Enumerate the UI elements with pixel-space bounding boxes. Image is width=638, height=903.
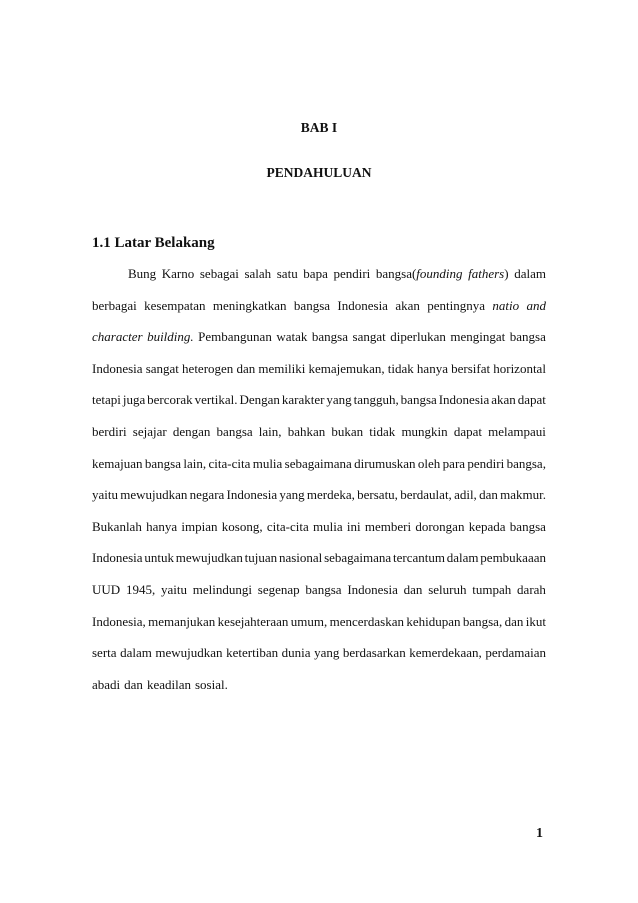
word-part: tidak — [369, 424, 396, 439]
word-part: sangat — [352, 329, 386, 345]
word — [198, 329, 272, 345]
word-part: dengan — [172, 424, 211, 439]
word — [492, 298, 519, 314]
word — [395, 298, 420, 314]
chapter-number: BAB I — [300, 120, 338, 135]
word-part: bangsa, — [462, 613, 503, 629]
word — [428, 582, 466, 598]
word — [439, 392, 490, 408]
paragraph-line — [92, 645, 546, 661]
word — [92, 677, 120, 693]
word-part: pendiri — [333, 266, 371, 281]
word-part: bercorak — [147, 392, 193, 408]
word-part: bangsa( — [375, 266, 417, 281]
word-part: Indonesia — [438, 392, 490, 408]
word-part: mewujudkan — [155, 645, 223, 661]
word-part: sebagai — [199, 266, 239, 281]
word — [347, 582, 398, 598]
word-part: kosong, — [221, 518, 263, 534]
word-part: yang — [326, 392, 352, 408]
word-part: mencerdaskan — [329, 613, 404, 629]
italic-word: building. — [147, 329, 194, 345]
word — [190, 487, 225, 503]
word — [244, 266, 271, 282]
word — [514, 266, 546, 282]
word — [347, 519, 361, 535]
word — [195, 677, 228, 693]
word-part: berbagai — [92, 297, 137, 313]
word — [145, 456, 181, 472]
word-part: bangsa — [305, 582, 342, 597]
paragraph-line — [128, 266, 546, 282]
word — [182, 361, 233, 377]
paragraph-line — [92, 487, 546, 503]
chapter-title: PENDAHULUAN — [266, 165, 372, 180]
paragraph-line — [92, 456, 546, 472]
word-part: untuk — [144, 550, 174, 566]
word — [388, 361, 414, 377]
word-part: mulia — [252, 455, 283, 471]
word-part: bahkan — [287, 424, 326, 439]
word-part: dapat — [517, 392, 546, 408]
word — [510, 329, 546, 345]
word — [393, 550, 445, 566]
word-part: keadilan — [146, 676, 191, 692]
word-part: yaitu — [92, 487, 118, 503]
word — [155, 645, 222, 661]
word — [485, 645, 546, 661]
word — [146, 519, 177, 535]
word — [162, 266, 195, 282]
word — [226, 645, 278, 661]
word-part: kemerdekaan, — [409, 645, 482, 661]
word-part: bangsa, — [506, 455, 546, 471]
word — [208, 456, 250, 472]
word-part: pentingnya — [427, 297, 486, 313]
word-part: kesempatan — [144, 297, 206, 313]
word — [239, 392, 279, 408]
word-part: bangsa — [509, 518, 546, 534]
page-number: 1 — [536, 826, 543, 841]
word — [312, 329, 348, 345]
word-part: Bukanlah — [92, 518, 142, 534]
italic-word: natio — [492, 297, 520, 313]
word — [357, 487, 398, 503]
word — [144, 298, 205, 314]
word-part: melindungi — [192, 582, 252, 597]
word-part: dunia — [281, 645, 311, 661]
word — [213, 298, 287, 314]
word-part: tercantum — [392, 550, 445, 566]
word — [376, 266, 463, 282]
word — [276, 329, 307, 345]
word-part: makmur. — [500, 487, 546, 503]
word — [343, 645, 406, 661]
word-part: tidak — [387, 360, 414, 376]
word — [253, 456, 283, 472]
word — [493, 361, 546, 377]
word-part: lain, — [183, 455, 207, 471]
word — [353, 329, 386, 345]
word — [333, 266, 370, 282]
word-part: horizontal — [493, 360, 546, 376]
word — [267, 519, 309, 535]
word — [480, 550, 546, 566]
word-part: watak — [276, 329, 308, 345]
word — [294, 298, 330, 314]
word — [404, 582, 423, 598]
word — [331, 424, 363, 440]
word — [468, 266, 508, 282]
word-part: vertikal. — [194, 392, 238, 408]
word-part: sangat — [145, 360, 179, 376]
word — [417, 361, 448, 377]
word — [217, 424, 253, 440]
word-part: hanya — [416, 360, 448, 376]
word-part: impian — [181, 518, 218, 534]
paragraph-line — [92, 550, 546, 566]
word-part: berdaulat, — [400, 487, 452, 503]
word-part: yang — [279, 487, 305, 503]
word — [258, 361, 305, 377]
word — [92, 392, 121, 408]
word — [314, 645, 339, 661]
word-part: bangsa — [400, 392, 437, 408]
word — [443, 456, 465, 472]
word — [282, 645, 311, 661]
word-part: 1945, — [125, 582, 156, 597]
word — [133, 424, 167, 440]
word — [308, 361, 384, 377]
word-part: mewujudkan — [175, 550, 243, 566]
paragraph-line — [92, 361, 546, 377]
word-part: sosial. — [194, 676, 228, 692]
word-part: perdamaian — [485, 645, 546, 661]
word — [510, 519, 546, 535]
word — [144, 550, 174, 566]
word-part: Indonesia — [92, 550, 143, 566]
word-part: pendiri — [467, 455, 505, 471]
word — [463, 614, 502, 630]
word-part: lain, — [258, 424, 282, 439]
word-part: serta — [92, 645, 117, 661]
word — [447, 550, 479, 566]
word-part: negara — [189, 487, 225, 503]
word-part: berdasarkan — [342, 645, 406, 661]
word — [183, 456, 206, 472]
word — [279, 550, 322, 566]
word — [120, 645, 152, 661]
word — [365, 519, 411, 535]
word — [120, 487, 187, 503]
word — [409, 645, 482, 661]
word — [454, 424, 482, 440]
word — [291, 614, 327, 630]
word — [92, 424, 127, 440]
word — [92, 614, 146, 630]
word — [337, 298, 388, 314]
section-heading: 1.1 Latar Belakang — [92, 235, 215, 251]
italic-word: character — [92, 329, 143, 345]
italic-word: and — [526, 297, 546, 313]
word-part: adil, — [454, 487, 477, 503]
word — [173, 424, 211, 440]
paragraph-line — [92, 677, 546, 693]
word-part: bersifat — [451, 360, 491, 376]
word — [451, 361, 490, 377]
word — [472, 582, 511, 598]
word-part: satu — [276, 266, 298, 281]
word-part: sebagaimana — [324, 550, 392, 566]
word — [277, 266, 298, 282]
word — [491, 392, 516, 408]
word — [505, 614, 524, 630]
word — [193, 582, 252, 598]
word-part: tangguh, — [353, 392, 399, 408]
italic-word: founding — [416, 266, 463, 281]
word — [479, 487, 498, 503]
word — [303, 266, 328, 282]
word-part: Karno — [161, 266, 195, 281]
word — [400, 487, 452, 503]
word-part: meningkatkan — [212, 297, 287, 313]
word-part: dan — [236, 360, 256, 376]
word-part: Indonesia — [347, 582, 398, 597]
word-part: tumpah — [472, 582, 512, 597]
word-part: kesejahteraan — [217, 613, 289, 629]
word — [92, 645, 117, 661]
word-part: dalam — [446, 550, 479, 566]
word — [288, 424, 326, 440]
word-part: bangsa — [311, 329, 349, 345]
word — [518, 392, 546, 408]
word-part: heterogen — [182, 360, 234, 376]
word — [161, 582, 187, 598]
word-part: Bung — [128, 266, 157, 281]
word-part: darah — [517, 582, 546, 597]
word-part: memanjukan — [148, 613, 216, 629]
word-part: salah — [244, 266, 272, 281]
word-part: tujuan — [244, 550, 278, 566]
word-part: para — [442, 455, 466, 471]
word-part: ) — [504, 266, 509, 281]
word-part: bangsa — [509, 329, 546, 345]
word-part: dapat — [453, 424, 482, 439]
word — [330, 614, 404, 630]
word — [218, 614, 289, 630]
word-part: bapa — [303, 266, 328, 281]
word — [92, 550, 143, 566]
word-part: oleh — [417, 455, 441, 471]
word-part: kepada — [468, 518, 506, 534]
word-part: bangsa — [144, 455, 182, 471]
word-part: Pembangunan — [198, 329, 272, 345]
word — [418, 456, 440, 472]
word-part: memiliki — [258, 360, 306, 376]
word-part: yang — [314, 645, 340, 661]
word — [324, 550, 391, 566]
word-part: mungkin — [401, 424, 448, 439]
word-part: melampaui — [488, 424, 546, 439]
word — [92, 329, 143, 345]
word — [147, 677, 191, 693]
word — [222, 519, 263, 535]
word — [326, 392, 351, 408]
word-part: umum, — [290, 613, 328, 629]
word-part: akan — [491, 392, 516, 408]
word — [469, 519, 506, 535]
word — [200, 266, 239, 282]
word — [92, 519, 142, 535]
word-part: kemajuan — [92, 455, 143, 471]
word — [147, 329, 194, 345]
word — [236, 361, 255, 377]
word-part: dan — [403, 582, 423, 597]
word — [369, 424, 395, 440]
word — [467, 456, 504, 472]
italic-word: fathers — [468, 266, 505, 281]
word-part: diperlukan — [390, 329, 446, 345]
word — [126, 582, 155, 598]
word-part: dan — [479, 487, 498, 503]
word-part: merdeka, — [306, 487, 355, 503]
word — [415, 519, 464, 535]
word — [526, 614, 546, 630]
word-part: berdiri — [92, 424, 127, 439]
word-part: bukan — [331, 424, 364, 439]
word-part: bangsa — [293, 297, 331, 313]
word — [500, 487, 546, 503]
word-part: dan — [504, 613, 524, 629]
word-part: Indonesia, — [92, 613, 146, 629]
word-part: abadi — [92, 676, 121, 692]
word — [227, 487, 278, 503]
word-part: sebagaimana — [284, 455, 352, 471]
word — [406, 614, 460, 630]
word — [148, 614, 215, 630]
word — [427, 298, 485, 314]
word — [454, 487, 477, 503]
word — [507, 456, 546, 472]
word-part: sejajar — [132, 424, 167, 439]
word-part: cita-cita — [266, 518, 309, 534]
paragraph-line — [92, 614, 546, 630]
word-part: karakter — [281, 392, 325, 408]
word-part: dalam — [514, 266, 546, 281]
word — [305, 582, 341, 598]
paragraph-line — [92, 329, 546, 345]
word-part: Indonesia — [337, 297, 388, 313]
word — [527, 298, 547, 314]
word — [450, 329, 505, 345]
word — [92, 582, 120, 598]
paragraph-line — [92, 424, 546, 440]
word-part: kemajemukan, — [308, 360, 385, 376]
word — [92, 487, 118, 503]
word-part: mengingat — [450, 329, 506, 345]
word — [128, 266, 156, 282]
paragraph-line — [92, 298, 546, 314]
paragraph-line — [92, 519, 546, 535]
word — [258, 582, 300, 598]
word-part: hanya — [146, 518, 178, 534]
word — [390, 329, 446, 345]
word-part: kehidupan — [406, 613, 461, 629]
word — [282, 392, 325, 408]
word — [401, 392, 437, 408]
word — [354, 456, 415, 472]
word-part: Dengan — [239, 392, 280, 408]
word — [146, 361, 179, 377]
word — [181, 519, 217, 535]
word-part: segenap — [257, 582, 300, 597]
word — [401, 424, 447, 440]
word-part: ikut — [525, 613, 546, 629]
word-part: pembukaaan — [480, 550, 546, 566]
word-part: nasional — [278, 550, 323, 566]
word — [285, 456, 352, 472]
word — [124, 677, 143, 693]
word-part: memberi — [364, 518, 412, 534]
word-part: tetapi — [92, 392, 121, 408]
word — [92, 456, 143, 472]
word-part: ketertiban — [226, 645, 279, 661]
paragraph-line — [92, 582, 546, 598]
word-part: dan — [124, 676, 143, 692]
word — [307, 487, 355, 503]
word — [488, 424, 546, 440]
word — [354, 392, 399, 408]
word-part: bangsa — [216, 424, 253, 439]
word-part: cita-cita — [208, 455, 251, 471]
word-part: UUD — [92, 582, 121, 597]
word-part: Indonesia — [226, 487, 278, 503]
word — [313, 519, 343, 535]
word-part: akan — [395, 297, 420, 313]
word-part: bersatu, — [357, 487, 398, 503]
word-part: mewujudkan — [120, 487, 188, 503]
word — [176, 550, 243, 566]
word — [517, 582, 546, 598]
word-part: dorongan — [415, 518, 465, 534]
word-part: dirumuskan — [354, 455, 416, 471]
word — [245, 550, 278, 566]
word-part: dalam — [120, 645, 152, 661]
word-part: yaitu — [160, 582, 187, 597]
word — [259, 424, 282, 440]
word-part: mulia — [312, 518, 343, 534]
paragraph-line — [92, 392, 546, 408]
word-part: seluruh — [428, 582, 467, 597]
word-part: Indonesia — [92, 360, 143, 376]
word — [279, 487, 304, 503]
word — [147, 392, 192, 408]
word-part: juga — [122, 392, 146, 408]
word — [123, 392, 145, 408]
word-part: ini — [346, 518, 361, 534]
word — [92, 298, 137, 314]
word — [92, 361, 143, 377]
word — [195, 392, 238, 408]
